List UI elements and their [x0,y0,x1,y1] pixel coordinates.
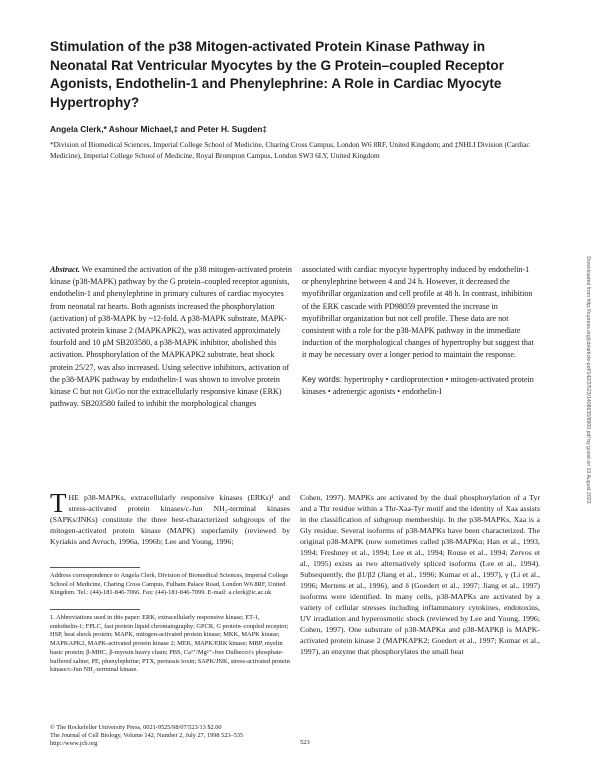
footnote-divider [50,567,140,568]
download-watermark: Downloaded from http://rupress.org/jcb/article-pdf/142/2/523/1408635/8900.pdf by guest on 10 August 2023 [585,256,591,504]
copyright-line: © The Rockefeller University Press, 0021-9525/98/07/523/13 $2.00 [50,724,222,731]
abstract-right-column [302,264,534,398]
article-title: Stimulation of the p38 Mitogen-activated Protein Kinase Pathway in Neonatal Rat Ventricular Myocytes by the G Protein–coupled Receptor Agonists, Endothelin-1 and Phenylephrine: A Role in Cardiac Myocyte Hypertrophy? [50,39,504,110]
journal-url[interactable]: http://www.jcb.org [50,740,98,747]
abstract-text-left: We examined the activation of the p38 mitogen-activated protein kinase (p38-MAPK) pathway by the G protein–coupled receptor agonists, endothelin-1 and phenylephrine in primary cultures of cardiac myocytes from neonatal rat hearts. Both agonists increased the phosphorylation (activation) of p38-MAPK by ~12-fold. A p38-MAPK substrate, MAPK-activated protein kinase 2 (MAPKAPK2), was activated approximately fourfold and 10 μM SB203580, a p38-MAPK inhibitor, abolished this activation. Phosphorylation of the MAPKAPK2 substrate, heat shock protein 25/27, was also increased. Using selective inhibitors, activation of the p38-MAPK pathway by endothelin-1 was shown to involve protein kinase C but not Gi/Go nor the extracellularly responsive kinase (ERK) pathway. SB203580 failed to inhibit the morphological changes [50,265,292,409]
copyright-block [50,724,243,748]
abstract-text-right: associated with cardiac myocyte hypertrophy induced by endothelin-1 or phenylephrine between 4 and 24 h. However, it decreased the myofibrillar organization and cell profile at 48 h. In contrast, inhibition of the ERK cascade with PD98059 prevented the increase in myofibrillar organization but not cell profile. These data are not consistent with a role for the p38-MAPK pathway in the immediate induction of the morphological changes of hypertrophy but suggest that it may be necessary over a longer period to maintain the response. [302,265,534,360]
page-number: 523 [300,739,310,746]
body-right-column [300,492,540,657]
abstract-left-column [50,264,295,410]
keywords-text: hypertrophy • cardioprotection • mitogen-activated protein kinases • adrenergic agonists • endothelin-I [302,374,534,396]
body-left-column [50,488,290,547]
correspondence-note: Address correspondence to Angela Clerk, Division of Biomedical Sciences, Imperial College School of Medicine, Charing Cross Campus, Fulham Palace Road, London W6 8RF, United Kingdom. Tel.: (44)-181-846-7066. Fax: (44)-181-846-7099. E-mail: a.clerk@ic.ac.uk [50,572,289,597]
abstract-label: Abstract. [50,265,80,274]
keywords [302,374,534,398]
author-list: Angela Clerk,* Ashour Michael,‡ and Peter H. Sugden‡ [50,124,268,134]
journal-citation: The Journal of Cell Biology, Volume 142, Number 2, July 27, 1998 523–535 [50,732,244,739]
abbreviations-footnote: 1. Abbreviations used in this paper: ERK, extracellularly responsive kinase; ET-1, endothelin-1; FPLC, fast protein liquid chromatography; GPCR, G protein–coupled receptor; HSP, heat shock protein; MAPK, mitogen-activated protein kinase; MKK, MAPK kinase; MAPKAPK2, MAPK-activated protein kinase 2; MEK, MAPK/ERK kinase; MBP, myelin basic protein; β-MHC, β-myosin heavy chain; PBS, Ca²⁺/Mg²⁺-free Dulbecco's phosphate-buffered saline; PE, phenylephrine; PTX, pertussis toxin; SAPK/JNK, stress-activated protein kinase/c-Jun NH₂-terminal kinase. [50,614,290,674]
footnote-divider [50,609,140,610]
keywords-label: Key words: [302,374,343,384]
affiliations: *Division of Biomedical Sciences, Imperial College School of Medicine, Charing Cross Campus, London W6 8RF, United Kingdom; and ‡NHLI Division (Cardiac Medicine), Imperial College School of Medicine, Royal Brompton Campus, London SW3 6LY, United Kingdom [50,140,530,160]
body-text-left: HE p38-MAPKs, extracellularly responsive kinases (ERKs)¹ and stress-activated protein kinases/c-Jun NH₂-terminal kinases (SAPKs/JNKs) constitute the three best-characterized subgroups of the mitogen-activated protein kinase (MAPK) superfamily (reviewed by Kyriakis and Avruch, 1996a, 1996b; Lee and Young, 1996; [50,493,290,546]
body-text-right: Cohen, 1997). MAPKs are activated by the dual phosphorylation of a Tyr and a Thr residue within a Thr-Xaa-Tyr motif and the identity of Xaa assists in the classification of subgroup membership. In the p38-MAPKs, Xaa is a Gly residue. Several isoforms of p38-MAPKs have been characterized. The original p38-MAPK (now sometimes called p38-MAPKα; Han et al., 1993, 1994; Freshney et al., 1994; Lee et al., 1994; Rouse et al., 1994; Zervos et al., 1995) exists as two alternatively spliced isoforms (Lee et al., 1994). Subsequently, the β1/β2 (Jiang et al., 1996; Kumar et al., 1997), γ (Li et al., 1996; Mertens et al., 1996), and δ (Goedert et al., 1997; Jiang et al., 1997) isoforms were identified. In many cells, p38-MAPKs are activated by a variety of cellular stresses including inflammatory cytokines, endotoxins, UV irradiation and hyperosmotic shock (reviewed by Lee and Young, 1996; Cohen, 1997). One substrate of p38-MAPKα and p38-MAPKβ is MAPK-activated protein kinase 2 (MAPKAPK2; Goedert et al., 1997; Kumar et al., 1997), an enzyme that phosphorylates the small heat [300,493,540,656]
drop-cap: T [50,488,67,518]
